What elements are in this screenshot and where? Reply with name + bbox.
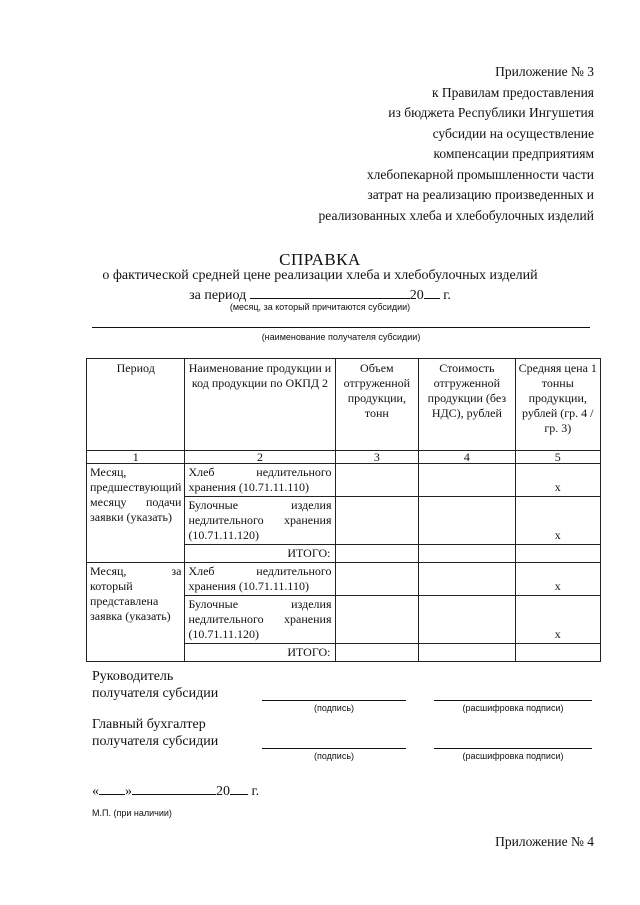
column-number: 5: [515, 451, 600, 464]
accountant-decoding-line[interactable]: [434, 748, 592, 749]
volume-cell[interactable]: [335, 497, 419, 545]
head-signature-line[interactable]: [262, 700, 406, 701]
column-number: 2: [185, 451, 335, 464]
volume-cell[interactable]: [335, 464, 419, 497]
volume-cell[interactable]: [335, 596, 419, 644]
appendix-line: из бюджета Республики Ингушетия: [388, 105, 594, 120]
price-cell: x: [515, 563, 600, 596]
appendix-line: хлебопекарной промышленности части: [366, 166, 594, 182]
appendix-line: к Правилам предоставления: [431, 84, 594, 100]
stamp-note: М.П. (при наличии): [92, 808, 172, 818]
accountant-signature-line[interactable]: [262, 748, 406, 749]
total-cost-cell[interactable]: [419, 644, 515, 662]
signature-hint: (подпись): [313, 703, 355, 713]
column-number: 3: [335, 451, 419, 464]
period-hint: (месяц, за который причитаются субсидии): [229, 302, 411, 312]
header-volume: Объем отгруженной продукции, тонн: [335, 359, 419, 451]
total-price-cell[interactable]: [515, 545, 600, 563]
date-year-prefix: 20: [216, 784, 230, 799]
total-price-cell[interactable]: [515, 644, 600, 662]
recipient-hint: (наименование получателя субсидии): [261, 332, 421, 342]
product-cell: Булочные изделия недлительного хранения (10.71.11.120): [185, 497, 335, 545]
table-row: [87, 464, 601, 497]
price-cell: x: [515, 464, 600, 497]
signatory-subtitle: получателя субсидии: [92, 686, 219, 701]
period-cell: Месяц, за который представлена заявка (указать): [87, 563, 185, 662]
cost-cell[interactable]: [419, 497, 515, 545]
product-cell: Хлеб недлительного хранения (10.71.11.110): [185, 464, 335, 497]
signatory-title: Руководитель: [92, 669, 174, 684]
year-suffix: г.: [443, 288, 451, 303]
signatory-title: Главный бухгалтер: [92, 717, 206, 732]
appendix-line: Приложение № 3: [495, 64, 594, 79]
date-open-quote: «: [92, 784, 99, 799]
table-row: [87, 563, 601, 596]
table-header-row: [87, 359, 601, 451]
signatory-subtitle: получателя субсидии: [92, 734, 219, 749]
total-label: ИТОГО:: [185, 545, 335, 563]
period-label: за период: [189, 288, 247, 303]
header-cost: Стоимость отгруженной продукции (без НДС), рублей: [419, 359, 515, 451]
period-blank: [250, 285, 410, 299]
header-product: Наименование продукции и код продукции по ОКПД 2: [185, 359, 335, 451]
appendix-line: реализованных хлеба и хлебобулочных изделий: [318, 207, 594, 223]
head-signatory: [92, 668, 218, 702]
column-number: 4: [419, 451, 515, 464]
document-subtitle: о фактической средней цене реализации хлеба и хлебобулочных изделий: [102, 268, 538, 283]
price-table: [86, 358, 601, 662]
head-decoding-line[interactable]: [434, 700, 592, 701]
date-year-suffix: г.: [251, 784, 260, 799]
recipient-line: [92, 327, 590, 328]
date-line: [92, 781, 259, 800]
volume-cell[interactable]: [335, 563, 419, 596]
period-cell: Месяц, предшествующий месяцу подачи заявки (указать): [87, 464, 185, 563]
appendix-header: [254, 62, 594, 226]
appendix-line: затрат на реализацию произведенных и: [367, 187, 594, 202]
appendix-line: компенсации предприятиям: [433, 146, 594, 161]
cost-cell[interactable]: [419, 464, 515, 497]
document-title: СПРАВКА: [279, 250, 361, 269]
header-period: Период: [87, 359, 185, 451]
cost-cell[interactable]: [419, 596, 515, 644]
header-avg-price: Средняя цена 1 тонны продукции, рублей (гр. 4 / гр. 3): [515, 359, 600, 451]
cost-cell[interactable]: [419, 563, 515, 596]
total-volume-cell[interactable]: [335, 644, 419, 662]
price-cell: x: [515, 497, 600, 545]
month-blank[interactable]: [132, 781, 216, 795]
year-blank[interactable]: [230, 781, 248, 795]
year-blank: [424, 285, 440, 299]
total-label: ИТОГО:: [185, 644, 335, 662]
total-cost-cell[interactable]: [419, 545, 515, 563]
year-prefix: 20: [409, 288, 424, 303]
appendix-line: субсидии на осуществление: [432, 125, 594, 141]
column-number: 1: [87, 451, 185, 464]
decoding-hint: (расшифровка подписи): [462, 751, 564, 761]
date-close-quote: »: [125, 784, 132, 799]
total-volume-cell[interactable]: [335, 545, 419, 563]
next-appendix: Приложение № 4: [495, 834, 594, 849]
decoding-hint: (расшифровка подписи): [462, 703, 564, 713]
price-cell: x: [515, 596, 600, 644]
product-cell: Хлеб недлительного хранения (10.71.11.110): [185, 563, 335, 596]
column-numbers-row: [87, 451, 601, 464]
product-cell: Булочные изделия недлительного хранения (10.71.11.120): [185, 596, 335, 644]
signature-hint: (подпись): [313, 751, 355, 761]
accountant-signatory: [92, 716, 218, 750]
day-blank[interactable]: [99, 781, 125, 795]
